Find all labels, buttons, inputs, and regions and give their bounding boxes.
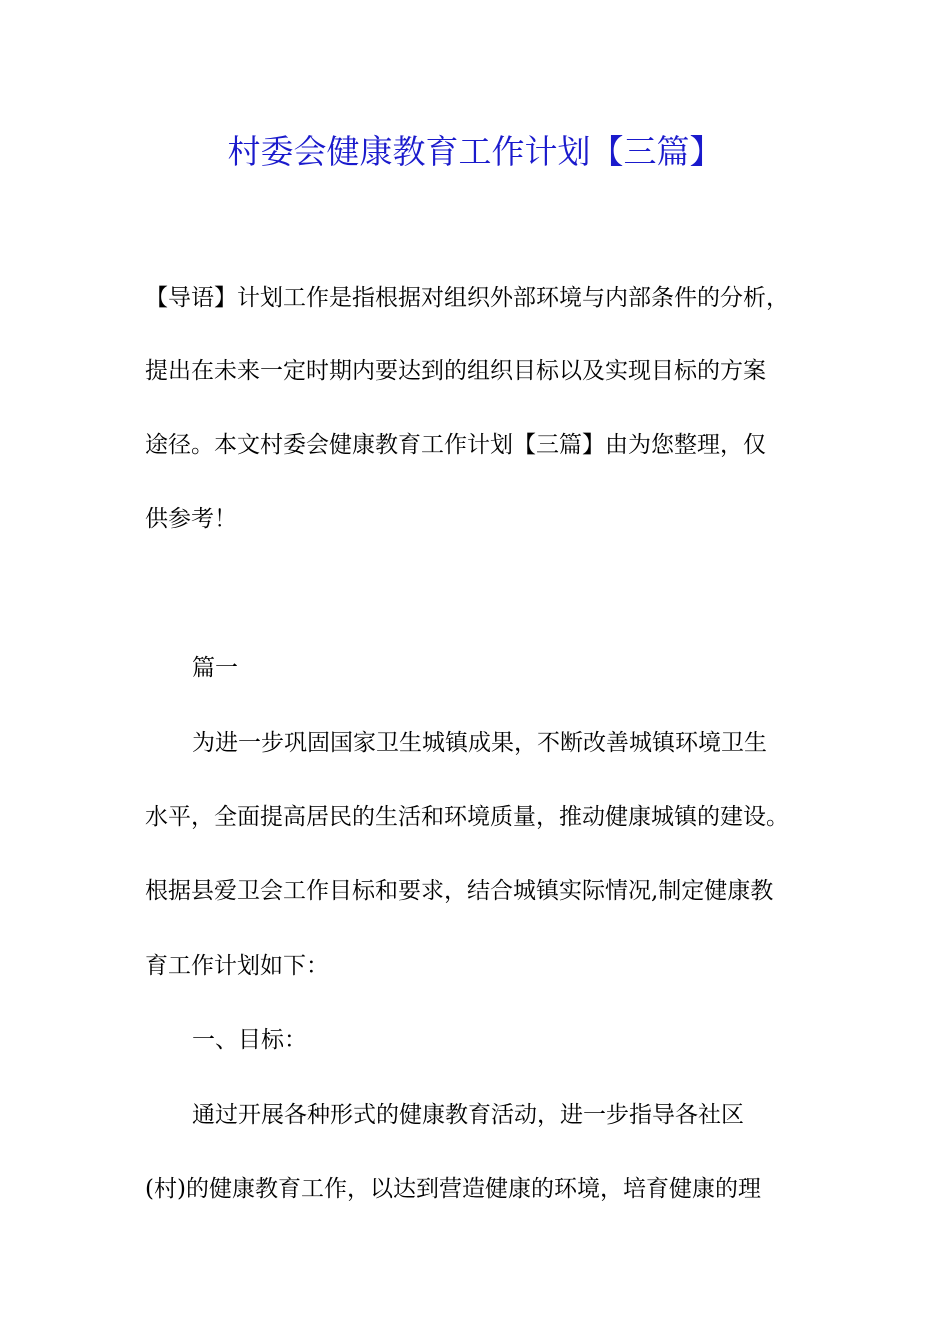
intro-line-2: 提出在未来一定时期内要达到的组织目标以及实现目标的方案 bbox=[145, 358, 766, 384]
intro-line-3: 途径。本文村委会健康教育工作计划【三篇】由为您整理，仅 bbox=[145, 432, 766, 458]
intro-line-1: 【导语】计划工作是指根据对组织外部环境与内部条件的分析， bbox=[145, 285, 789, 311]
paragraph1-line-3: 根据县爱卫会工作目标和要求，结合城镇实际情况,制定健康教 bbox=[145, 878, 774, 904]
intro-line-4: 供参考！ bbox=[145, 506, 237, 532]
paragraph2-line-1: 通过开展各种形式的健康教育活动，进一步指导各社区 bbox=[192, 1102, 744, 1128]
paragraph1-line-2: 水平，全面提高居民的生活和环境质量，推动健康城镇的建设。 bbox=[145, 804, 789, 830]
section-heading: 篇一 bbox=[192, 655, 238, 681]
paragraph1-line-4: 育工作计划如下： bbox=[145, 953, 329, 979]
document-title: 村委会健康教育工作计划【三篇】 bbox=[227, 132, 723, 171]
paragraph1-line-1: 为进一步巩固国家卫生城镇成果，不断改善城镇环境卫生 bbox=[192, 730, 767, 756]
paragraph2-line-2: (村)的健康教育工作，以达到营造健康的环境，培育健康的理 bbox=[145, 1176, 761, 1202]
subheading-goal: 一、目标： bbox=[192, 1027, 307, 1053]
